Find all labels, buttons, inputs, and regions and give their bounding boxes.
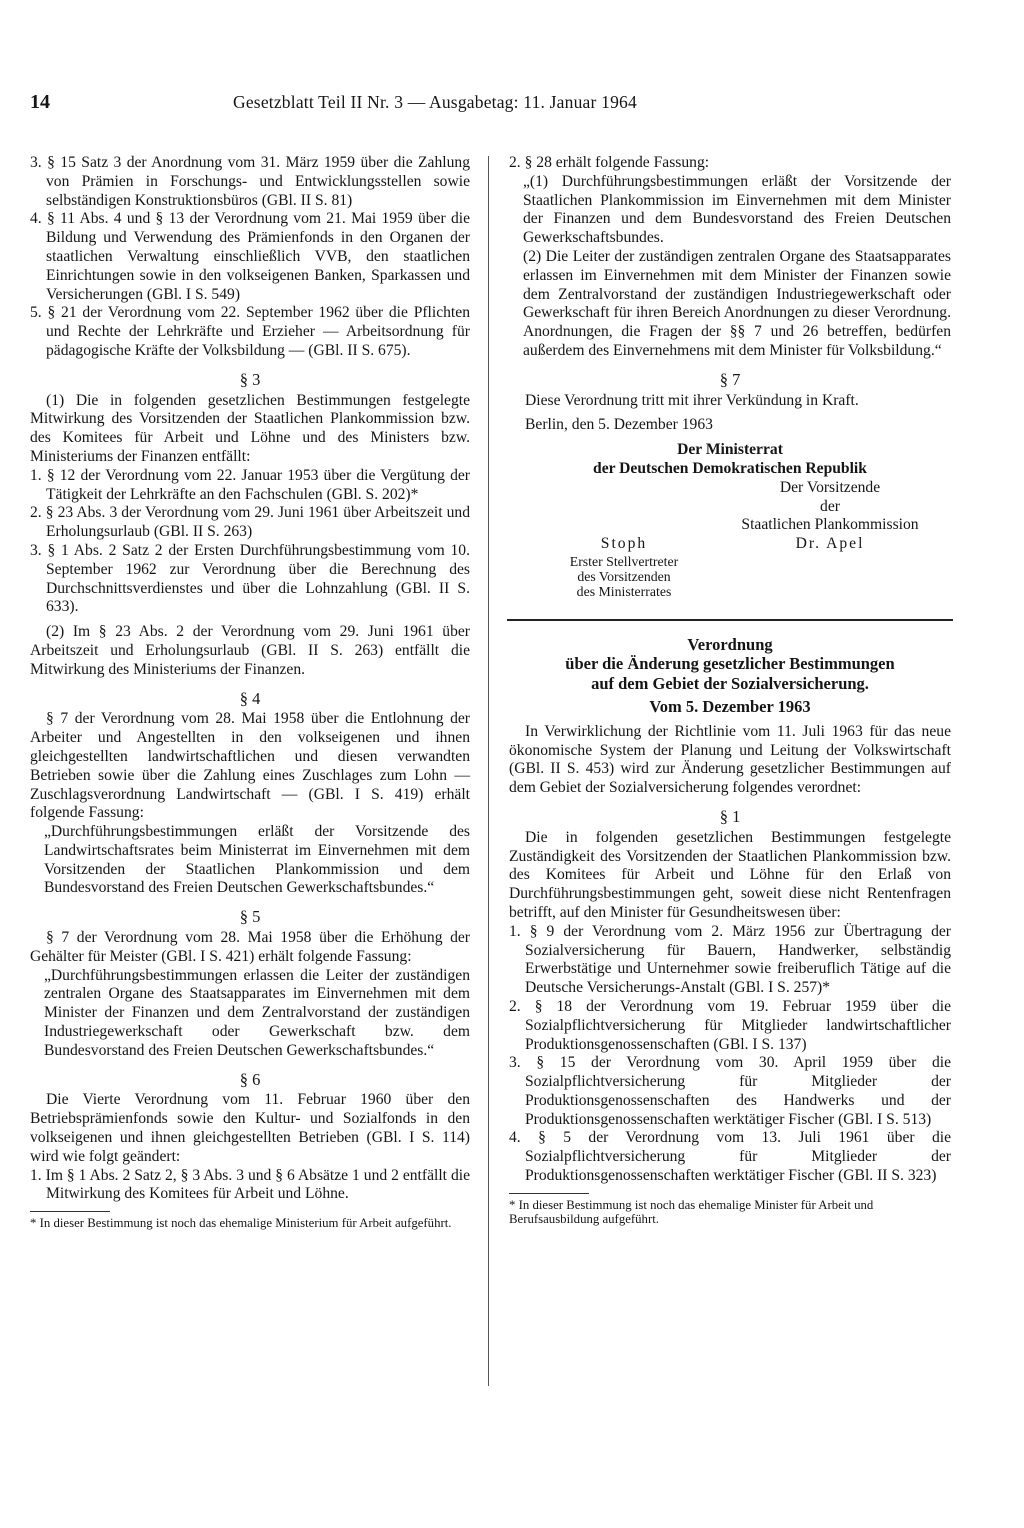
section-heading-1: § 1: [719, 806, 741, 826]
list-item: 4. § 5 der Verordnung vom 13. Juli 1961 über die Sozialpflichtversicherung für Mitglieder der Produktionsgenossenschaften werktätiger Fischer (GBl. II S. 323): [509, 1129, 951, 1185]
section-heading-7: § 7: [719, 369, 741, 389]
running-title: Gesetzblatt Teil II Nr. 3 — Ausgabetag: 11. Januar 1964: [233, 92, 637, 112]
list-item: 1. § 9 der Verordnung vom 2. März 1956 zur Übertragung der Sozialversicherung für Bauern, Handwerker, selbständig Erwerbstätige und Unternehmer sowie freiberuflich Tätige auf die Deutsche Versicherungs-Anstalt (GBl. I S. 257)*: [509, 922, 951, 997]
list-item: 2. § 18 der Verordnung vom 19. Februar 1959 über die Sozialpflichtversicherung für Mitglieder landwirtschaftlicher Produktionsgenossenschaften (GBl. I S. 137): [509, 997, 951, 1053]
paragraph: (1) Die in folgenden gesetzlichen Bestimmungen festgelegte Mitwirkung des Vorsitzenden der Staatlichen Plankommission bzw. des Komitees für Arbeit und Löhne und des Ministers bzw. Ministeriums der Finanzen entfällt:: [30, 391, 470, 465]
footnote-rule: [30, 1211, 110, 1212]
quote-block: „Durchführungsbestimmungen erlassen die Leiter der zuständigen zentralen Organe des Staatsapparates im Einvernehmen mit dem Minister der Finanzen und dem Zentralvorstand der zuständigen Industriegewerkschaft oder Gewerkschaft bzw. dem Bundesvorstand des Freien Deutschen Gewerkschaftsbundes.“: [44, 966, 470, 1059]
signer-title: der: [820, 497, 840, 515]
left-column: [30, 154, 470, 1230]
column-divider: [488, 156, 489, 1386]
paragraph: In Verwirklichung der Richtlinie vom 11. Juli 1963 für das neue ökonomische System der Planung und Leitung der Volkswirtschaft (GBl. II S. 453) wird zur Änderung gesetzlicher Bestimmungen auf dem Gebiet der Sozialversicherung folgendes verordnet:: [509, 722, 951, 797]
list-item: 1. Im § 1 Abs. 2 Satz 2, § 3 Abs. 3 und § 6 Absätze 1 und 2 entfällt die Mitwirkung des Komitees für Arbeit und Löhne.: [30, 1166, 470, 1203]
ordinance-title: über die Änderung gesetzlicher Bestimmungen: [565, 654, 895, 674]
paragraph: § 7 der Verordnung vom 28. Mai 1958 über die Erhöhung der Gehälter für Meister (GBl. I S. 421) erhält folgende Fassung:: [30, 929, 470, 965]
signer-title: Staatlichen Plankommission: [741, 516, 919, 534]
section-heading-6: § 6: [239, 1069, 261, 1089]
signing-authority: der Deutschen Demokratischen Republik: [593, 459, 867, 477]
section-rule: [507, 619, 953, 621]
section-heading-3: § 3: [239, 369, 261, 389]
section-heading-5: § 5: [239, 907, 261, 927]
list-item: 3. § 1 Abs. 2 Satz 2 der Ersten Durchführungsbestimmung vom 10. September 1962 zur Verordnung über die Berechnung des Durchschnittsverdienstes und über die Lohnzahlung (GBl. II S. 633).: [30, 541, 470, 616]
footnote-rule: [509, 1193, 589, 1194]
list-item: 3. § 15 der Verordnung vom 30. April 1959 über die Sozialpflichtversicherung für Mitglieder der Produktionsgenossenschaften des Handwerks und der Produktionsgenossenschaften werktätiger Fischer (GBl. I S. 513): [509, 1054, 951, 1128]
quote-block: „Durchführungsbestimmungen erläßt der Vorsitzende des Landwirtschaftsrates beim Ministerrat im Einvernehmen mit dem Vorsitzenden der Staatlichen Plankommission und dem Bundesvorstand des Freien Deutschen Gewerkschaftsbundes.“: [44, 823, 470, 897]
list-item: 3. § 15 Satz 3 der Anordnung vom 31. März 1959 über die Zahlung von Prämien in Forschungs- und Entwicklungsstellen sowie selbständigen Konstruktionsbüros (GBl. II S. 81): [30, 154, 470, 209]
list-item: 5. § 21 der Verordnung vom 22. September 1962 über die Pflichten und Rechte der Lehrkräfte und Erzieher — Arbeitsordnung für pädagogische Kräfte der Volksbildung — (GBl. II S. 675).: [30, 304, 470, 359]
signing-authority: Der Ministerrat: [677, 441, 783, 459]
signature-block: [509, 479, 951, 607]
ordinance-title: Verordnung: [687, 634, 773, 654]
ordinance-date: Vom 5. Dezember 1963: [649, 697, 811, 717]
signer-name: Stoph: [600, 534, 648, 552]
paragraph: Diese Verordnung tritt mit ihrer Verkündung in Kraft.: [525, 391, 859, 409]
signer-title: des Ministerrates: [576, 584, 672, 600]
list-item: 1. § 12 der Verordnung vom 22. Januar 1953 über die Vergütung der Tätigkeit der Lehrkräfte an den Fachschulen (GBl. S. 202)*: [30, 466, 470, 503]
signer-title: des Vorsitzenden: [577, 568, 671, 584]
ordinance-title: auf dem Gebiet der Sozialversicherung.: [591, 673, 869, 693]
quote-block: (2) Die Leiter der zuständigen zentralen Organe des Staatsapparates erlassen im Einvernehmen mit dem Minister der Finanzen sowie dem Zentralvorstand der zuständigen Industriegewerkschaft oder Gewerkschaft für ihren Bereich Anordnungen zu dieser Verordnung. Anordnungen, die Fragen der §§ 7 und 26 betreffen, bedürfen außerdem des Einvernehmens mit dem Minister für Volksbildung.“: [523, 247, 951, 359]
list-item: 4. § 11 Abs. 4 und § 13 der Verordnung vom 21. Mai 1959 über die Bildung und Verwendung des Prämienfonds in den Organen der staatlichen Verwaltung einschließlich VVB, den staatlichen Einrichtungen sowie in den volkseigenen Banken, Sparkassen und Versicherungen (GBl. I S. 549): [30, 210, 470, 303]
paragraph: (2) Im § 23 Abs. 2 der Verordnung vom 29. Juni 1961 über Arbeitszeit und Erholungsurlaub (GBl. II S. 263) entfällt die Mitwirkung des Ministeriums der Finanzen.: [30, 623, 470, 678]
signer-title: Der Vorsitzende: [779, 478, 881, 496]
paragraph: § 7 der Verordnung vom 28. Mai 1958 über die Entlohnung der Arbeiter und Angestellten in den volkseigenen und ihnen gleichgestellten landwirtschaftlichen und diesen verwandten Betrieben sowie über die Zahlung eines Zuschlages zum Lohn — Zuschlagsverordnung Landwirtschaft — (GBl. I S. 419) erhält folgende Fassung:: [30, 710, 470, 822]
paragraph: Die Vierte Verordnung vom 11. Februar 1960 über den Betriebsprämienfonds sowie den Kultur- und Sozialfonds in den volkseigenen und ihnen gleichgestellten Betrieben (GBl. I S. 114) wird wie folgt geändert:: [30, 1091, 470, 1165]
paragraph: Die in folgenden gesetzlichen Bestimmungen festgelegte Zuständigkeit des Vorsitzenden der Staatlichen Plankommission bzw. des Komitees für Arbeit und Löhne für den Erlaß von Durchführungsbestimmungen geht, soweit diese nicht Rentenfragen betrifft, auf den Minister für Gesundheitswesen über:: [509, 828, 951, 921]
signer-name: Dr. Apel: [795, 535, 865, 553]
list-item: 2. § 28 erhält folgende Fassung:: [509, 154, 710, 171]
signature-right: [709, 479, 951, 554]
right-column: [509, 154, 951, 1226]
page-number: 14: [30, 91, 50, 113]
quote-block: „(1) Durchführungsbestimmungen erläßt der Vorsitzende der Staatlichen Plankommission im Einvernehmen mit dem Minister der Finanzen und dem Bundesvorstand des Freien Deutschen Gewerkschaftsbundes.: [523, 172, 951, 247]
footnote: * In dieser Bestimmung ist noch das ehemalige Ministerium für Arbeit aufgeführt.: [30, 1216, 452, 1231]
place-date: Berlin, den 5. Dezember 1963: [525, 416, 713, 434]
signer-title: Erster Stellvertreter: [569, 553, 679, 569]
list-item: 2. § 23 Abs. 3 der Verordnung vom 29. Juni 1961 über Arbeitszeit und Erholungsurlaub (GBl. II S. 263): [30, 504, 470, 541]
footnote: * In dieser Bestimmung ist noch das ehemalige Minister für Arbeit und Berufsausbildung aufgeführt.: [509, 1197, 874, 1226]
signature-left: [529, 535, 719, 600]
section-heading-4: § 4: [239, 688, 261, 708]
